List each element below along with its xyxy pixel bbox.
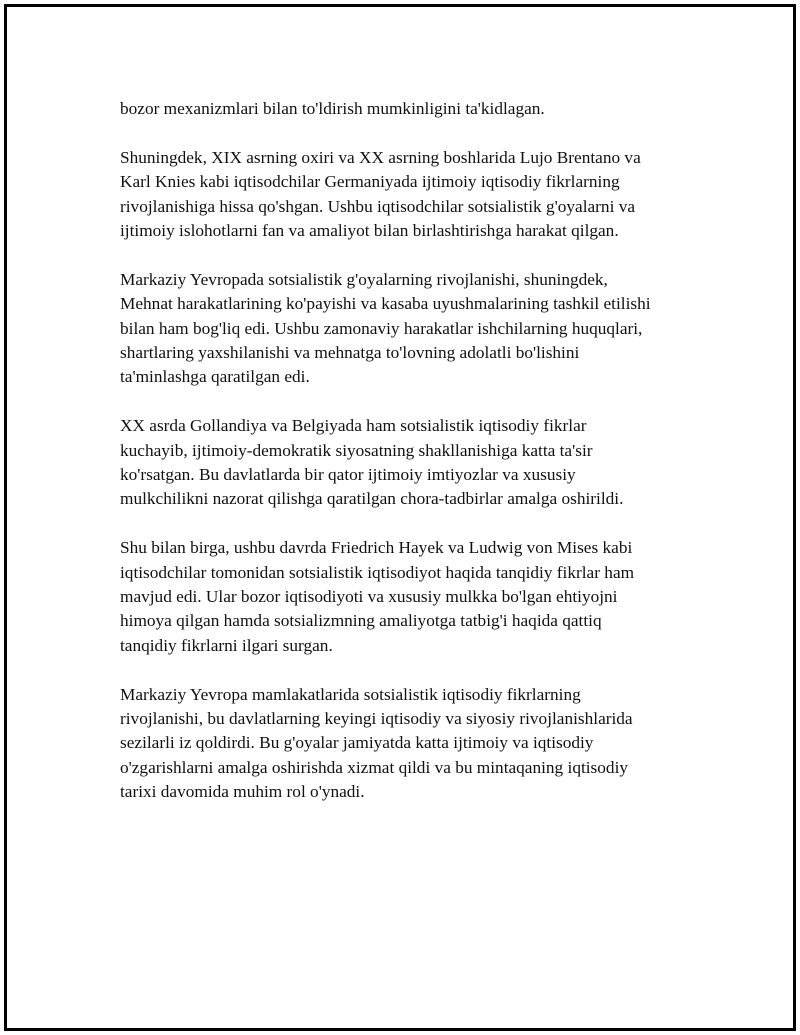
paragraph-2: [120, 146, 710, 244]
text-line: Mehnat harakatlarining ko'payishi va kasaba uyushmalarining tashkil etilishi: [120, 294, 651, 314]
text-line: ta'minlashga qaratilgan edi.: [120, 367, 310, 387]
text-line: kuchayib, ijtimoiy-demokratik siyosatning shakllanishiga katta ta'sir: [120, 440, 593, 460]
text-line: XX asrda Gollandiya va Belgiyada ham sotsialistik iqtisodiy fikrlar: [120, 416, 587, 436]
text-line: mulkchilikni nazorat qilishga qaratilgan chora-tadbirlar amalga oshirildi.: [120, 489, 624, 509]
paragraph-6: [120, 683, 710, 805]
text-line: tanqidiy fikrlarni ilgari surgan.: [120, 635, 333, 655]
text-line: ko'rsatgan. Bu davlatlarda bir qator ijtimoiy imtiyozlar va xususiy: [120, 465, 576, 485]
page-frame: [4, 4, 796, 1031]
paragraph-4: [120, 414, 710, 512]
text-line: bozor mexanizmlari bilan to'ldirish mumkinligini ta'kidlagan.: [120, 99, 545, 118]
text-line: Markaziy Yevropada sotsialistik g'oyalarning rivojlanishi, shuningdek,: [120, 269, 608, 289]
text-line: shartlaring yaxshilanishi va mehnatga to'lovning adolatli bo'lishini: [120, 343, 580, 363]
text-line: iqtisodchilar tomonidan sotsialistik iqtisodiyot haqida tanqidiy fikrlar ham: [120, 562, 635, 582]
text-line: rivojlanishiga hissa qo'shgan. Ushbu iqtisodchilar sotsialistik g'oyalarni va: [120, 196, 636, 216]
text-line: tarixi davomida muhim rol o'ynadi.: [120, 782, 365, 802]
text-line: himoya qilgan hamda sotsializmning amaliyotga tatbig'i haqida qattiq: [120, 611, 602, 631]
text-line: Karl Knies kabi iqtisodchilar Germaniyada ijtimoiy iqtisodiy fikrlarning: [120, 172, 620, 192]
paragraph-5: [120, 536, 710, 658]
text-line: rivojlanishi, bu davlatlarning keyingi iqtisodiy va siyosiy rivojlanishlarida: [120, 709, 633, 729]
text-line: bilan ham bog'liq edi. Ushbu zamonaviy harakatlar ishchilarning huquqlari,: [120, 318, 643, 338]
text-line: sezilarli iz qoldirdi. Bu g'oyalar jamiyatda katta ijtimoiy va iqtisodiy: [120, 733, 594, 753]
text-line: o'zgarishlarni amalga oshirishda xizmat qildi va bu mintaqaning iqtisodiy: [120, 757, 629, 777]
paragraph-1: [120, 97, 710, 121]
text-line: Shuningdek, XIX asrning oxiri va XX asrning boshlarida Lujo Brentano va: [120, 147, 641, 167]
text-line: Shu bilan birga, ushbu davrda Friedrich Hayek va Ludwig von Mises kabi: [120, 538, 633, 558]
text-line: ijtimoiy islohotlarni fan va amaliyot bilan birlashtirishga harakat qilgan.: [120, 221, 619, 241]
text-line: mavjud edi. Ular bozor iqtisodiyoti va xususiy mulkka bo'lgan ehtiyojni: [120, 587, 618, 607]
paragraph-3: [120, 268, 710, 390]
text-line: Markaziy Yevropa mamlakatlarida sotsialistik iqtisodiy fikrlarning: [120, 684, 581, 704]
document-body: [120, 97, 710, 829]
